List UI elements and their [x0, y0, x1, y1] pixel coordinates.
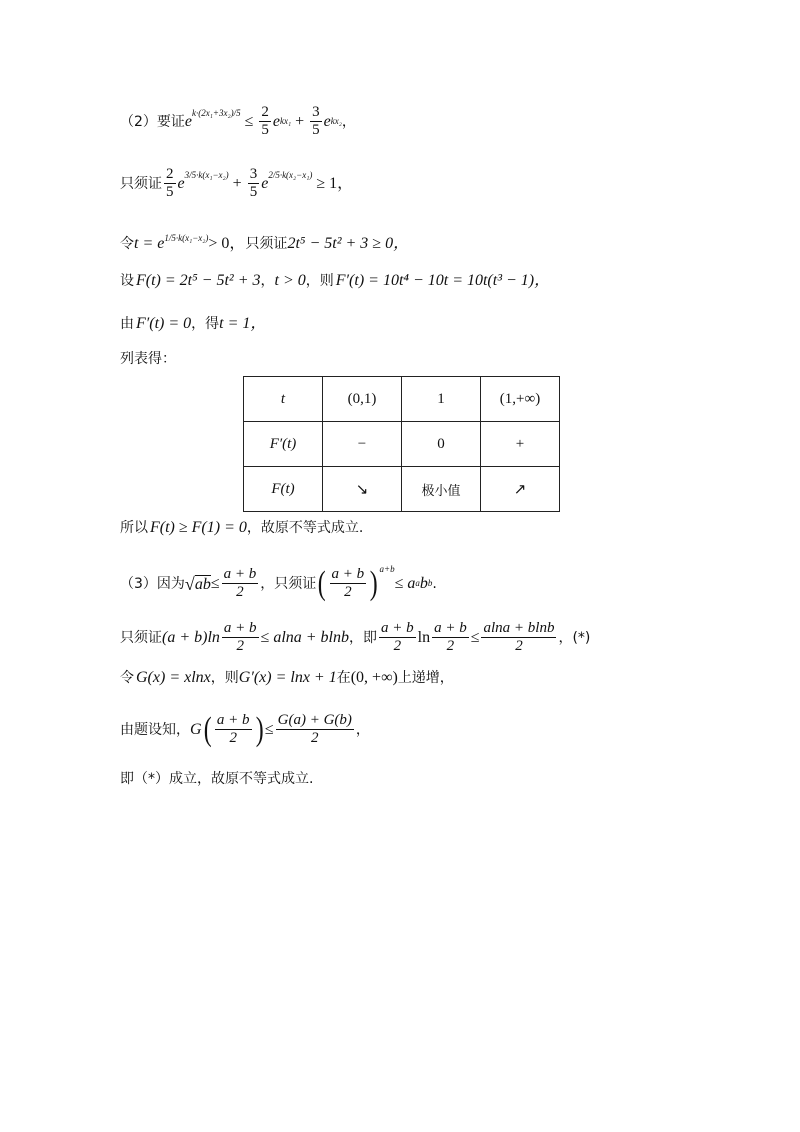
part3-line-3: 令 G(x) = xlnx ，则 G′(x) = lnx + 1 在 (0, +∞) 上递增， [120, 669, 454, 686]
table-cell: 极小值 [402, 467, 481, 512]
table-cell: ↘ [323, 467, 402, 512]
part2-line-3: 令 t = e 1/5·k(x₁−x₂) > 0， 只须证 2t⁵ − 5t² + 3 ≥ 0， [120, 232, 410, 252]
table-cell: + [481, 422, 560, 467]
fraction-3-5: $\frac{3}{5}$ [312, 104, 320, 139]
table-cell: ↗ [481, 467, 560, 512]
table-cell: 1 [402, 377, 481, 422]
table-row [244, 422, 560, 467]
part2-line-4: 设 F(t) = 2t⁵ − 5t² + 3 ， t > 0 ，则 F′(t) = 10t⁴ − 10t = 10t(t³ − 1)， [120, 272, 551, 289]
table-row [244, 377, 560, 422]
table-cell: (1,+∞) [481, 377, 560, 422]
table-cell: 0 [402, 422, 481, 467]
part2-line-6: 列表得： [120, 351, 176, 367]
part3-line-1: （3）因为 √ ab ≤ $\frac{a + b}{2}$ ，只须证 ( $\frac{a + b}{2}$ ) a+b ≤ a a b b . [120, 564, 437, 602]
fraction-2-5: $\frac{2}{5}$ [261, 104, 269, 139]
part3-conclusion: 即（*）成立，故原不等式成立. [120, 771, 314, 787]
part2-line-2: 只须证 $\frac{2}{5}$ e 3/5·k(x₁−x₂) + $\frac{3}{5}$ e 2/5·k(x₂−x₁) ≥ 1， [120, 166, 354, 201]
table-cell: − [323, 422, 402, 467]
table-cell: t [244, 377, 323, 422]
part2-conclusion: 所以 F(t) ≥ F(1) = 0 ，故原不等式成立. [120, 519, 364, 536]
table-cell: F′(t) [244, 422, 323, 467]
table-cell: F(t) [244, 467, 323, 512]
part2-label: （2）要证 [120, 113, 185, 130]
table-row [244, 467, 560, 512]
part3-line-4: 由题设知， G ( $\frac{a + b}{2}$ ) ≤ $\frac{G(a) + G(b)}{2}$ ， [120, 710, 370, 748]
part2-line-5: 由 F′(t) = 0 ，得 t = 1， [120, 315, 267, 332]
part2-line-1: （2）要证 e k·(2x₁+3x₂)/5 ≤ $\frac{2}{5}$ e kx₁ + $\frac{3}{5}$ e kx₂ ， [120, 104, 356, 139]
table-cell: (0,1) [323, 377, 402, 422]
sign-table [243, 376, 560, 512]
part3-line-2: 只须证 (a + b)ln $\frac{a + b}{2}$ ≤ alna + blnb ，即 $\frac{a + b}{2}$ ln $\frac{a + b}{2}$ ≤ $\frac{alna + blnb}{2}$ ，(*) [120, 620, 591, 655]
part2-exponent: k·(2x₁+3x₂)/5 [192, 108, 241, 119]
